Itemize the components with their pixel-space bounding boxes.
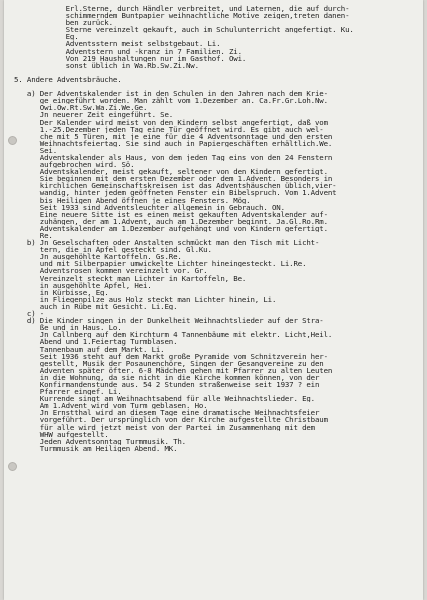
text-line: d) Die Kinder singen in der Dunkelheit Weihnachtslieder auf der Stra- (14, 317, 324, 325)
text-line: a) Der Adventskalender ist in den Schulen in den Jahren nach dem Krie- (14, 90, 328, 98)
text-line: Jn Ernstthal wird an diesem Tage eine dramatische Weihnachtsfeier (14, 409, 320, 417)
text-line: Adventsstern meist selbstgebaut. Li. (14, 40, 221, 48)
text-line: schimmerndem Buntpapier weihnachtliche Motive zeigen,treten danen- (14, 12, 350, 20)
typewritten-text (14, 5, 415, 452)
text-line: Von 219 Haushaltungen nur im Gasthof. Owi. (14, 54, 247, 62)
document-page (4, 0, 423, 600)
text-line: Seit 1936 steht auf dem Markt große Pyramide vom Schnitzverein her- (14, 352, 328, 360)
text-line: tern, die in Äpfel gesteckt sind. Gl.Ku. (14, 246, 212, 254)
text-line: Adventen später öfter. 6-8 Mädchen gehen mit Pfarrer zu alten Leuten (14, 366, 333, 374)
text-line: vorgeführt. Der ursprünglich von der Kirche aufgestellte Christbaum (14, 416, 328, 424)
text-line: ge eingeführt worden. Man zählt vom 1.Dezember an. Ca.Fr.Gr.Loh.Nw. (14, 97, 328, 105)
text-line: für alle wird jetzt meist von der Partei im Zusammenhang mit dem (14, 423, 315, 431)
text-line: Adventsrosen kommen vereinzelt vor. Gr. (14, 267, 208, 275)
text-line: Eine neuere Sitte ist es einen meist gekauften Adventskalender auf- (14, 210, 328, 218)
text-line: Adventskalender am 1.Dezember aufgehängt und von Kindern gefertigt. (14, 224, 328, 232)
text-line (14, 69, 415, 76)
text-line: Vereinzelt steckt man Lichter in Kartoffeln, Be. (14, 274, 247, 282)
text-line: Am 1.Advent wird vom Turm geblasen. Ho. (14, 402, 208, 410)
text-line: bis Heiligen Abend öffnen je eines Fensters. Mög. (14, 196, 251, 204)
text-line: Jn Callnberg auf dem Kirchturm 4 Tannenbäume mit elektr. Licht,Heil. (14, 331, 333, 339)
text-line: gestellt, Musik der Posaunenchöre, Singen der Gesangvereine zu den (14, 359, 324, 367)
text-line: Adventskalender als Haus, von dem jeden Tag eins von den 24 Fenstern (14, 153, 333, 162)
text-line: Adventskalender, meist gekauft, seltener von den Kindern gefertigt. (14, 168, 328, 176)
text-line: in die Wohnung, da sie nicht in die Kirche kommen können, von der (14, 373, 320, 381)
text-line: Der Kalender wird meist von den Kindern selbst angefertigt, daß vom (14, 118, 328, 126)
text-line: Sie beginnen mit dem ersten Dezember oder dem 1.Advent. Besonders in (14, 175, 333, 183)
text-line: ben zurück. (14, 19, 113, 27)
text-line: WHW aufgestellt. (14, 430, 109, 438)
text-line: Sei. (14, 146, 57, 154)
text-line: in Fliegenpilze aus Holz steckt man Lichter hinein, Li. (14, 295, 277, 303)
text-line: Owi.Ow.Rt.Sw.Wa.Zi.We.Ge. (14, 104, 148, 112)
text-line: Jeden Adventsonntag Turmmusik. Th. (14, 437, 186, 445)
text-line: b) Jn Geselschaften oder Anstalten schmückt man den Tisch mit Licht- (14, 239, 320, 247)
text-line: Adventstern und -kranz in 7 Familien. Zi. (14, 47, 242, 55)
text-line: und mit Silberpapier umwickelte Lichter hineingesteckt. Li.Re. (14, 260, 307, 268)
section-heading: 5. Andere Adventsbräuche. (14, 75, 122, 84)
text-line: Pfarrer eingef. Li. (14, 388, 122, 396)
punch-hole-bottom (8, 462, 17, 471)
text-line: c) - (14, 310, 45, 318)
text-line: Jn ausgehöhlte Kartoffeln. Gs.Re. (14, 253, 182, 261)
text-line: ße und in Haus. Lo. (14, 324, 122, 332)
text-line: Seit 1933 sind Adventsleuchter allgemein in Gebrauch. ON. (14, 203, 285, 211)
text-line: in Kürbisse, Eg. (14, 288, 109, 296)
text-line: zuhängen, der am 1.Advent, auch am 1.Dezember beginnt. Ja.Gl.Ro.Rm. (14, 217, 328, 225)
text-line: kirchlichen Gemeinschaftskreisen ist das Adventshäuschen üblich,vier- (14, 182, 337, 190)
text-line: Jn neuerer Zeit eingeführt. Se. (14, 111, 174, 119)
text-line: Konfirmandenstunde aus. 54 2 Stunden straßenweise seit 1937 ? ein (14, 380, 320, 389)
text-line: Eg. (14, 33, 79, 41)
text-line: Tannenbaum auf dem Markt. Li. (14, 345, 165, 353)
text-line: auch in Rübe mit Gesicht. Li.Eg. (14, 302, 178, 311)
text-line: in ausgehöhlte Äpfel, Hei. (14, 281, 152, 289)
text-line: Weihnachtsfeiertag. Sie sind auch in Papiergeschäften erhältlich.We. (14, 139, 333, 147)
text-line: Turmmusik am Heiligen Abend. MK. (14, 444, 178, 452)
text-line: wandig, hinter jedem geöffneten Fenster ein Bibelspruch. Vom 1.Advent (14, 189, 337, 197)
text-line: Kurrende singt am Weihnachtsabend für alle Weihnachtslieder. Eg. (14, 395, 315, 403)
text-line: che mit 5 Türen, mit je eine für die 4 Adventsonntage und den ersten (14, 132, 333, 140)
text-line (14, 83, 415, 90)
text-line: aufgebrochen wird. Sö. (14, 161, 135, 169)
text-line: 1.-25.Dezember jeden Tag eine Tür geöffnet wird. Es gibt auch wel- (14, 125, 324, 133)
text-line: Erl.Sterne, durch Händler verbreitet, und Laternen, die auf durch- (14, 5, 350, 13)
text-line: Abend und 1.Feiertag Turmblasen. (14, 338, 178, 346)
text-line: sonst üblich in Wa.Rb.Sw.Zi.Nw. (14, 61, 199, 69)
text-line: Re. (14, 232, 53, 240)
text-line: Sterne vereinzelt gekauft, auch im Schulunterricht angefertigt. Ku. (14, 26, 354, 34)
